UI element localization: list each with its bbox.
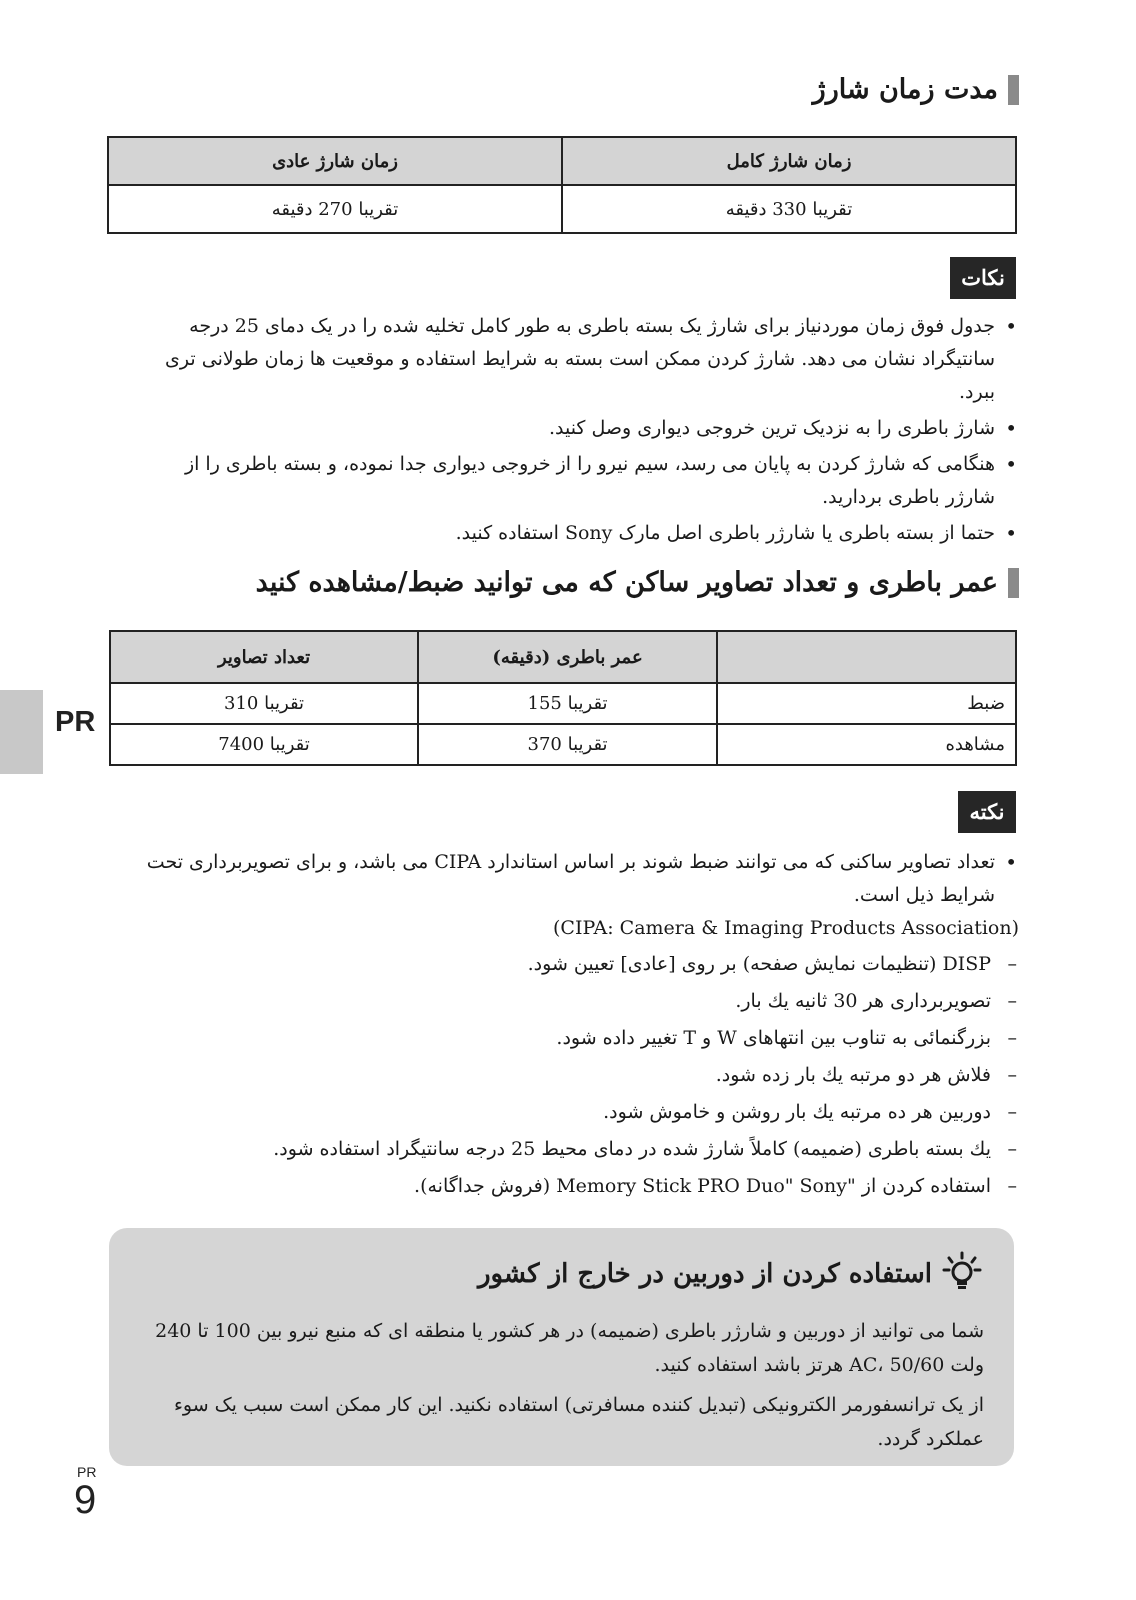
table-cell: تقریبا 330 دقیقه xyxy=(562,185,1016,233)
battery-life-table xyxy=(109,630,1017,766)
cipa-note: (CIPA: Camera & Imaging Products Association) xyxy=(553,917,1019,939)
lightbulb-icon xyxy=(940,1250,984,1298)
list-item: • هنگامی که شارژ کردن به پایان می رسد، سیم نیرو را از خروجی دیواری جدا نموده، و بسته باطری را از شارژر باطری بردارید. xyxy=(139,448,1019,514)
notes-badge: نکات xyxy=(950,257,1016,299)
section-heading-charging-time xyxy=(813,74,1019,105)
list-item: – DISP (تنظیمات نمایش صفحه) بر روی [عادی] تعیین شود. xyxy=(139,946,1019,983)
tip-paragraph: از یک ترانسفورمر الکترونیکی (تبدیل کننده مسافرتی) استفاده نکنید. این کار ممکن است سبب یک سوء عملکرد گردد. xyxy=(173,1394,984,1450)
section-title: عمر باطری و تعداد تصاویر ساکن که می توانید ضبط/مشاهده کنید xyxy=(255,567,998,598)
tip-title: استفاده کردن از دوربین در خارج از کشور xyxy=(477,1259,932,1289)
table-cell: تقریبا 310 xyxy=(110,683,418,724)
list-item: • جدول فوق زمان موردنیاز برای شارژ یک بسته باطری به طور کامل تخلیه شده را در یک دمای 25 درجه سانتیگراد نشان می دهد. شارژ کردن ممکن است بسته به شرایط استفاده و موقعیت ها زمان طولانی تری ببرد. xyxy=(139,310,1019,409)
table-header: زمان شارژ کامل xyxy=(562,137,1016,185)
table-cell: تقریبا 155 xyxy=(418,683,717,724)
side-tab-label: PR xyxy=(55,706,96,738)
table-header: تعداد تصاویر xyxy=(110,631,418,683)
table-cell: تقریبا 270 دقیقه xyxy=(108,185,562,233)
list-item: – فلاش هر دو مرتبه یك بار زده شود. xyxy=(139,1057,1019,1094)
list-item: – یك بسته باطری (ضمیمه) کاملاً شارژ شده در دمای محیط 25 درجه سانتیگراد استفاده شود. xyxy=(139,1131,1019,1168)
list-item: – دوربین هر ده مرتبه یك بار روشن و خاموش شود. xyxy=(139,1094,1019,1131)
list-item: • حتما از بسته باطری یا شارژر باطری اصل مارک Sony استفاده کنید. xyxy=(139,517,1019,550)
heading-marker xyxy=(1008,568,1019,598)
list-item: – تصویربرداری هر 30 ثانیه یك بار. xyxy=(139,983,1019,1020)
conditions-list xyxy=(139,946,1019,1205)
heading-marker xyxy=(1008,75,1019,105)
side-tab xyxy=(0,690,43,774)
tip-box xyxy=(109,1228,1014,1466)
table-header xyxy=(717,631,1016,683)
list-item: – بزرگنمائی به تناوب بین انتهاهای W و T تغییر داده شود. xyxy=(139,1020,1019,1057)
tip-paragraph: شما می توانید از دوربین و شارژر باطری (ضمیمه) در هر کشور یا منطقه ای که منبع نیرو بین 100 تا 240 ولت AC، 50/60 هرتز باشد استفاده کنید. xyxy=(155,1320,984,1376)
table-row-label: ضبط xyxy=(717,683,1016,724)
table-header: عمر باطری (دقیقه) xyxy=(418,631,717,683)
table-cell: تقریبا 7400 xyxy=(110,724,418,765)
page-number: 9 xyxy=(74,1478,97,1522)
note-badge: نکته xyxy=(958,791,1016,833)
list-item: • تعداد تصاویر ساکنی که می توانند ضبط شوند بر اساس استاندارد CIPA می باشد، و برای تصویربرداری تحت شرایط ذیل است. xyxy=(139,846,1019,912)
list-item: – استفاده کردن از "Memory Stick PRO Duo" Sony (فروش جداگانه). xyxy=(139,1168,1019,1205)
page-label: PR xyxy=(77,1464,97,1480)
notes-list xyxy=(139,310,1019,553)
section-heading-battery-life xyxy=(256,567,1019,598)
list-item: • شارژ باطری را به نزدیک ترین خروجی دیواری وصل کنید. xyxy=(139,412,1019,445)
note-list xyxy=(139,846,1019,915)
table-cell: تقریبا 370 xyxy=(418,724,717,765)
charging-time-table xyxy=(107,136,1017,234)
tip-heading xyxy=(478,1250,984,1298)
table-row-label: مشاهده xyxy=(717,724,1016,765)
section-title: مدت زمان شارژ xyxy=(812,74,998,105)
table-header: زمان شارژ عادی xyxy=(108,137,562,185)
